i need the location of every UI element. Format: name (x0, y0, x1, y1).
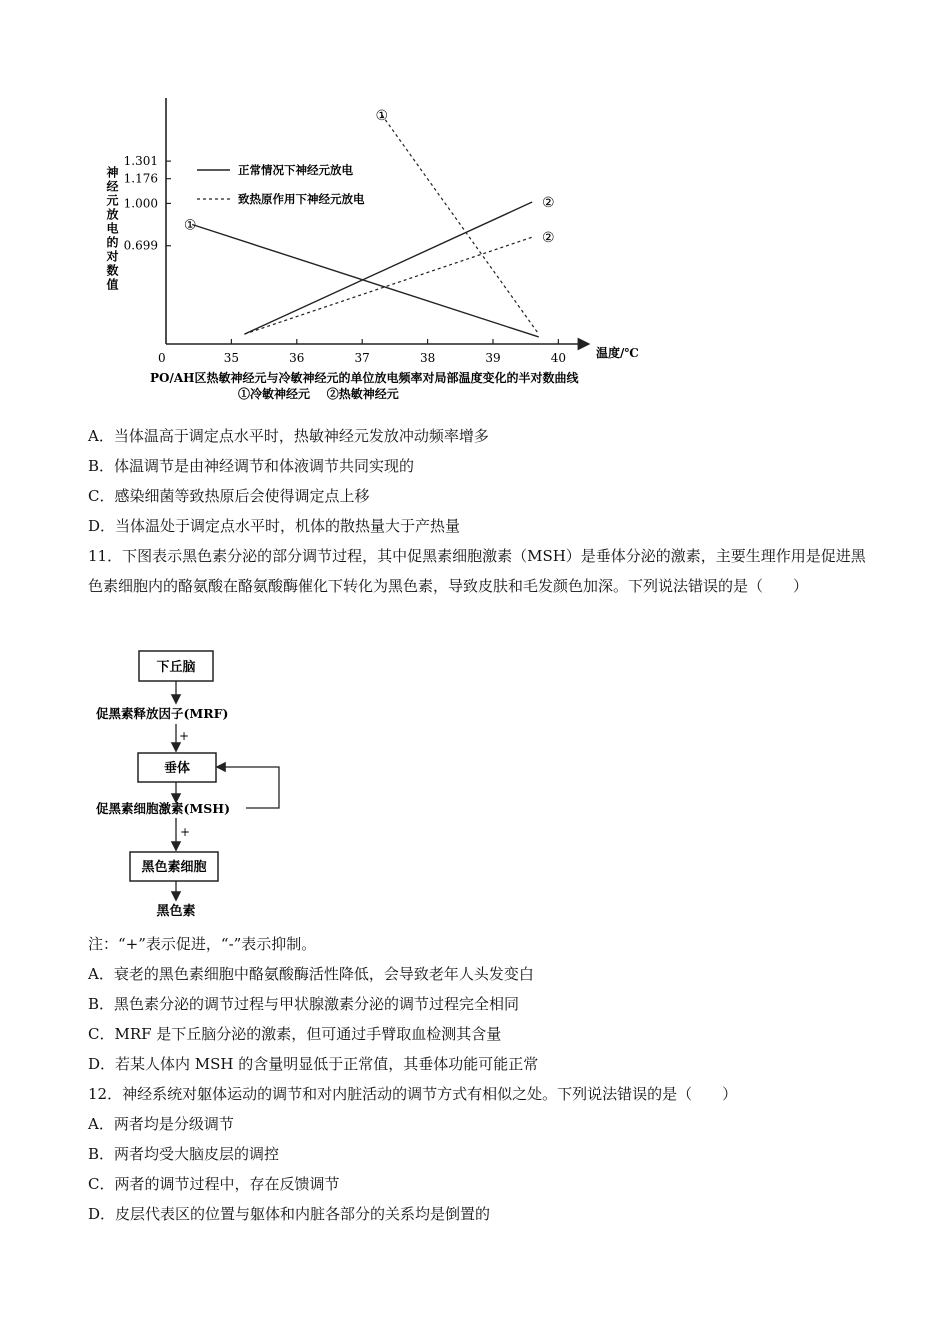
melanin-label: 黑色素 (156, 904, 196, 919)
y-tick-label-2: 1.176 (123, 171, 158, 186)
y-tick-label-0: 0.699 (123, 238, 158, 253)
series-label-0: ① (183, 217, 197, 234)
q11-option-c: C．MRF 是下丘脑分泌的激素，但可通过手臂取血检测其含量 (88, 1025, 502, 1043)
q10-option-c: C．感染细菌等致热原后会使得调定点上移 (88, 487, 370, 505)
q12-stem: 12．神经系统对躯体运动的调节和对内脏活动的调节方式有相似之处。下列说法错误的是（ ） (88, 1085, 738, 1103)
q11-option-b: B．黑色素分泌的调节过程与甲状腺激素分泌的调节过程完全相同 (88, 995, 520, 1013)
y-tick-label-3: 1.301 (123, 154, 158, 169)
q10-option-a: A．当体温高于调定点水平时，热敏神经元发放冲动频率增多 (88, 427, 489, 445)
q11-option-d: D．若某人体内 MSH 的含量明显低于正常值，其垂体功能可能正常 (88, 1055, 539, 1073)
chart-subtitle: ①冷敏神经元 ②热敏神经元 (238, 387, 399, 401)
legend-solid-label: 正常情况下神经元放电 (238, 163, 353, 177)
y-axis-label: 神经元放电的对数值 (105, 166, 119, 292)
series-label-1: ② (541, 195, 555, 212)
q11-option-a: A．衰老的黑色素细胞中酪氨酸酶活性降低，会导致老年人头发变白 (88, 965, 534, 983)
series-label-2: ② (541, 230, 555, 247)
q11-stem: 11．下图表示黑色素分泌的部分调节过程，其中促黑素细胞激素（MSH）是垂体分泌的激素，主要生理作用是促进黑色素细胞内的酪氨酸在酪氨酸酶催化下转化为黑色素，导致皮肤和毛发颜色加深。下列说法错误的是（ ） (88, 547, 866, 595)
q12-option-c: C．两者的调节过程中，存在反馈调节 (88, 1175, 340, 1193)
x-tick-label-36: 36 (289, 351, 305, 365)
series-label-3: ① (375, 107, 389, 124)
q12-option-b: B．两者均受大脑皮层的调控 (88, 1145, 280, 1163)
q11-note: 注：“+”表示促进，“-”表示抑制。 (88, 935, 317, 953)
plus-sign-2: + (180, 825, 191, 839)
plus-sign-1: + (179, 729, 190, 743)
melanocyte-label: 黑色素细胞 (141, 860, 207, 875)
x-axis-label: 温度/℃ (596, 346, 639, 360)
mrf-label: 促黑素释放因子(MRF) (96, 706, 229, 721)
hypothalamus-label: 下丘脑 (156, 660, 196, 675)
y-tick-label-1: 1.000 (123, 196, 158, 211)
x-tick-label-38: 38 (419, 351, 436, 365)
x-tick-label-39: 39 (485, 351, 501, 365)
q12-option-d: D．皮层代表区的位置与躯体和内脏各部分的关系均是倒置的 (88, 1205, 491, 1223)
legend-dashed-label: 致热原作用下神经元放电 (238, 192, 365, 206)
chart-title: PO/AH区热敏神经元与冷敏神经元的单位放电频率对局部温度变化的半对数曲线 (150, 371, 579, 385)
x-origin-label: 0 (158, 351, 166, 365)
x-tick-label-37: 37 (354, 351, 370, 365)
x-tick-label-35: 35 (223, 351, 240, 365)
q10-option-d: D．当体温处于调定点水平时，机体的散热量大于产热量 (88, 517, 461, 535)
q12-option-a: A．两者均是分级调节 (88, 1115, 234, 1133)
q10-option-b: B．体温调节是由神经调节和体液调节共同实现的 (88, 457, 415, 475)
msh-label: 促黑素细胞激素(MSH) (96, 801, 231, 816)
x-tick-label-40: 40 (550, 351, 567, 365)
pituitary-label: 垂体 (163, 761, 191, 776)
